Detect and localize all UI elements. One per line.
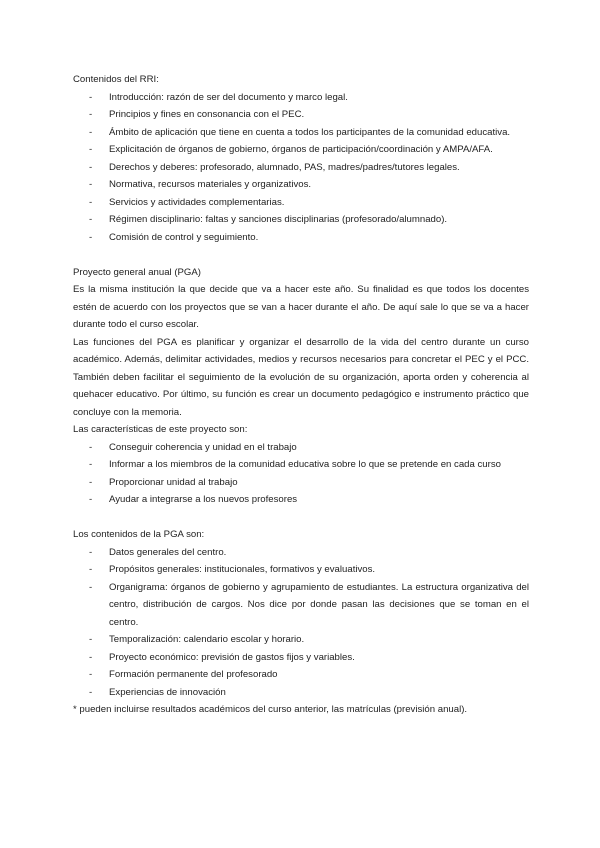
list-item: - Ámbito de aplicación que tiene en cuenta a todos los participantes de la comunidad educativa. xyxy=(73,124,529,142)
pga-title: Proyecto general anual (PGA) xyxy=(73,266,201,278)
characteristics-list xyxy=(73,439,529,509)
list-item: - Datos generales del centro. xyxy=(73,544,529,562)
pga-paragraph-1: Es la misma institución la que decide que va a hacer este año. Su finalidad es que todos los docentes estén de acuerdo con los proyectos que se van a hacer durante el año. De aquí sale lo que se va a hacer durante todo el curso escolar. xyxy=(73,284,529,330)
list-item: - Derechos y deberes: profesorado, alumnado, PAS, madres/padres/tutores legales. xyxy=(73,159,529,177)
list-item: - Principios y fines en consonancia con el PEC. xyxy=(73,106,529,124)
list-item: - Explicitación de órganos de gobierno, órganos de participación/coordinación y AMPA/AFA. xyxy=(73,141,529,159)
rri-list xyxy=(73,89,529,247)
list-item: - Formación permanente del profesorado xyxy=(73,666,529,684)
list-item: - Organigrama: órganos de gobierno y agrupamiento de estudiantes. La estructura organizativa del centro, distribución de cargos. Nos dice por donde pasan las decisiones que se toman en el centro. xyxy=(73,579,529,632)
footnote: * pueden incluirse resultados académicos del curso anterior, las matrículas (previsión anual). xyxy=(73,704,468,715)
list-item: - Temporalización: calendario escolar y horario. xyxy=(73,631,529,649)
contents-heading: Los contenidos de la PGA son: xyxy=(73,529,205,540)
list-item: - Servicios y actividades complementarias. xyxy=(73,194,529,212)
list-item: - Proyecto económico: previsión de gastos fijos y variables. xyxy=(73,649,529,667)
list-item: - Normativa, recursos materiales y organizativos. xyxy=(73,176,529,194)
list-item: - Proporcionar unidad al trabajo xyxy=(73,474,529,492)
list-item: - Conseguir coherencia y unidad en el trabajo xyxy=(73,439,529,457)
list-item: - Informar a los miembros de la comunidad educativa sobre lo que se pretende en cada curso xyxy=(73,456,529,474)
spacer xyxy=(73,509,529,527)
document-content xyxy=(73,71,529,719)
rri-heading: Contenidos del RRI: xyxy=(73,74,159,85)
list-item: - Experiencias de innovación xyxy=(73,684,529,702)
list-item: - Propósitos generales: institucionales, formativos y evaluativos. xyxy=(73,561,529,579)
pga-paragraph-2: Las funciones del PGA es planificar y organizar el desarrollo de la vida del centro durante un curso académico. Además, delimitar actividades, medios y recursos necesarios para concretar el PEC y el PCC. También deben facilitar el seguimiento de la evolución de su organización, aporta orden y coherencia al quehacer educativo. Por último, su función es crear un documento pedagógico e instrumento práctico que concluye con la memoria. xyxy=(73,336,529,418)
list-item: - Introducción: razón de ser del documento y marco legal. xyxy=(73,89,529,107)
contents-list xyxy=(73,544,529,702)
spacer xyxy=(73,246,529,264)
list-item: - Comisión de control y seguimiento. xyxy=(73,229,529,247)
list-item: - Régimen disciplinario: faltas y sanciones disciplinarias (profesorado/alumnado). xyxy=(73,211,529,229)
list-item: - Ayudar a integrarse a los nuevos profesores xyxy=(73,491,529,509)
characteristics-heading: Las características de este proyecto son: xyxy=(73,424,248,435)
